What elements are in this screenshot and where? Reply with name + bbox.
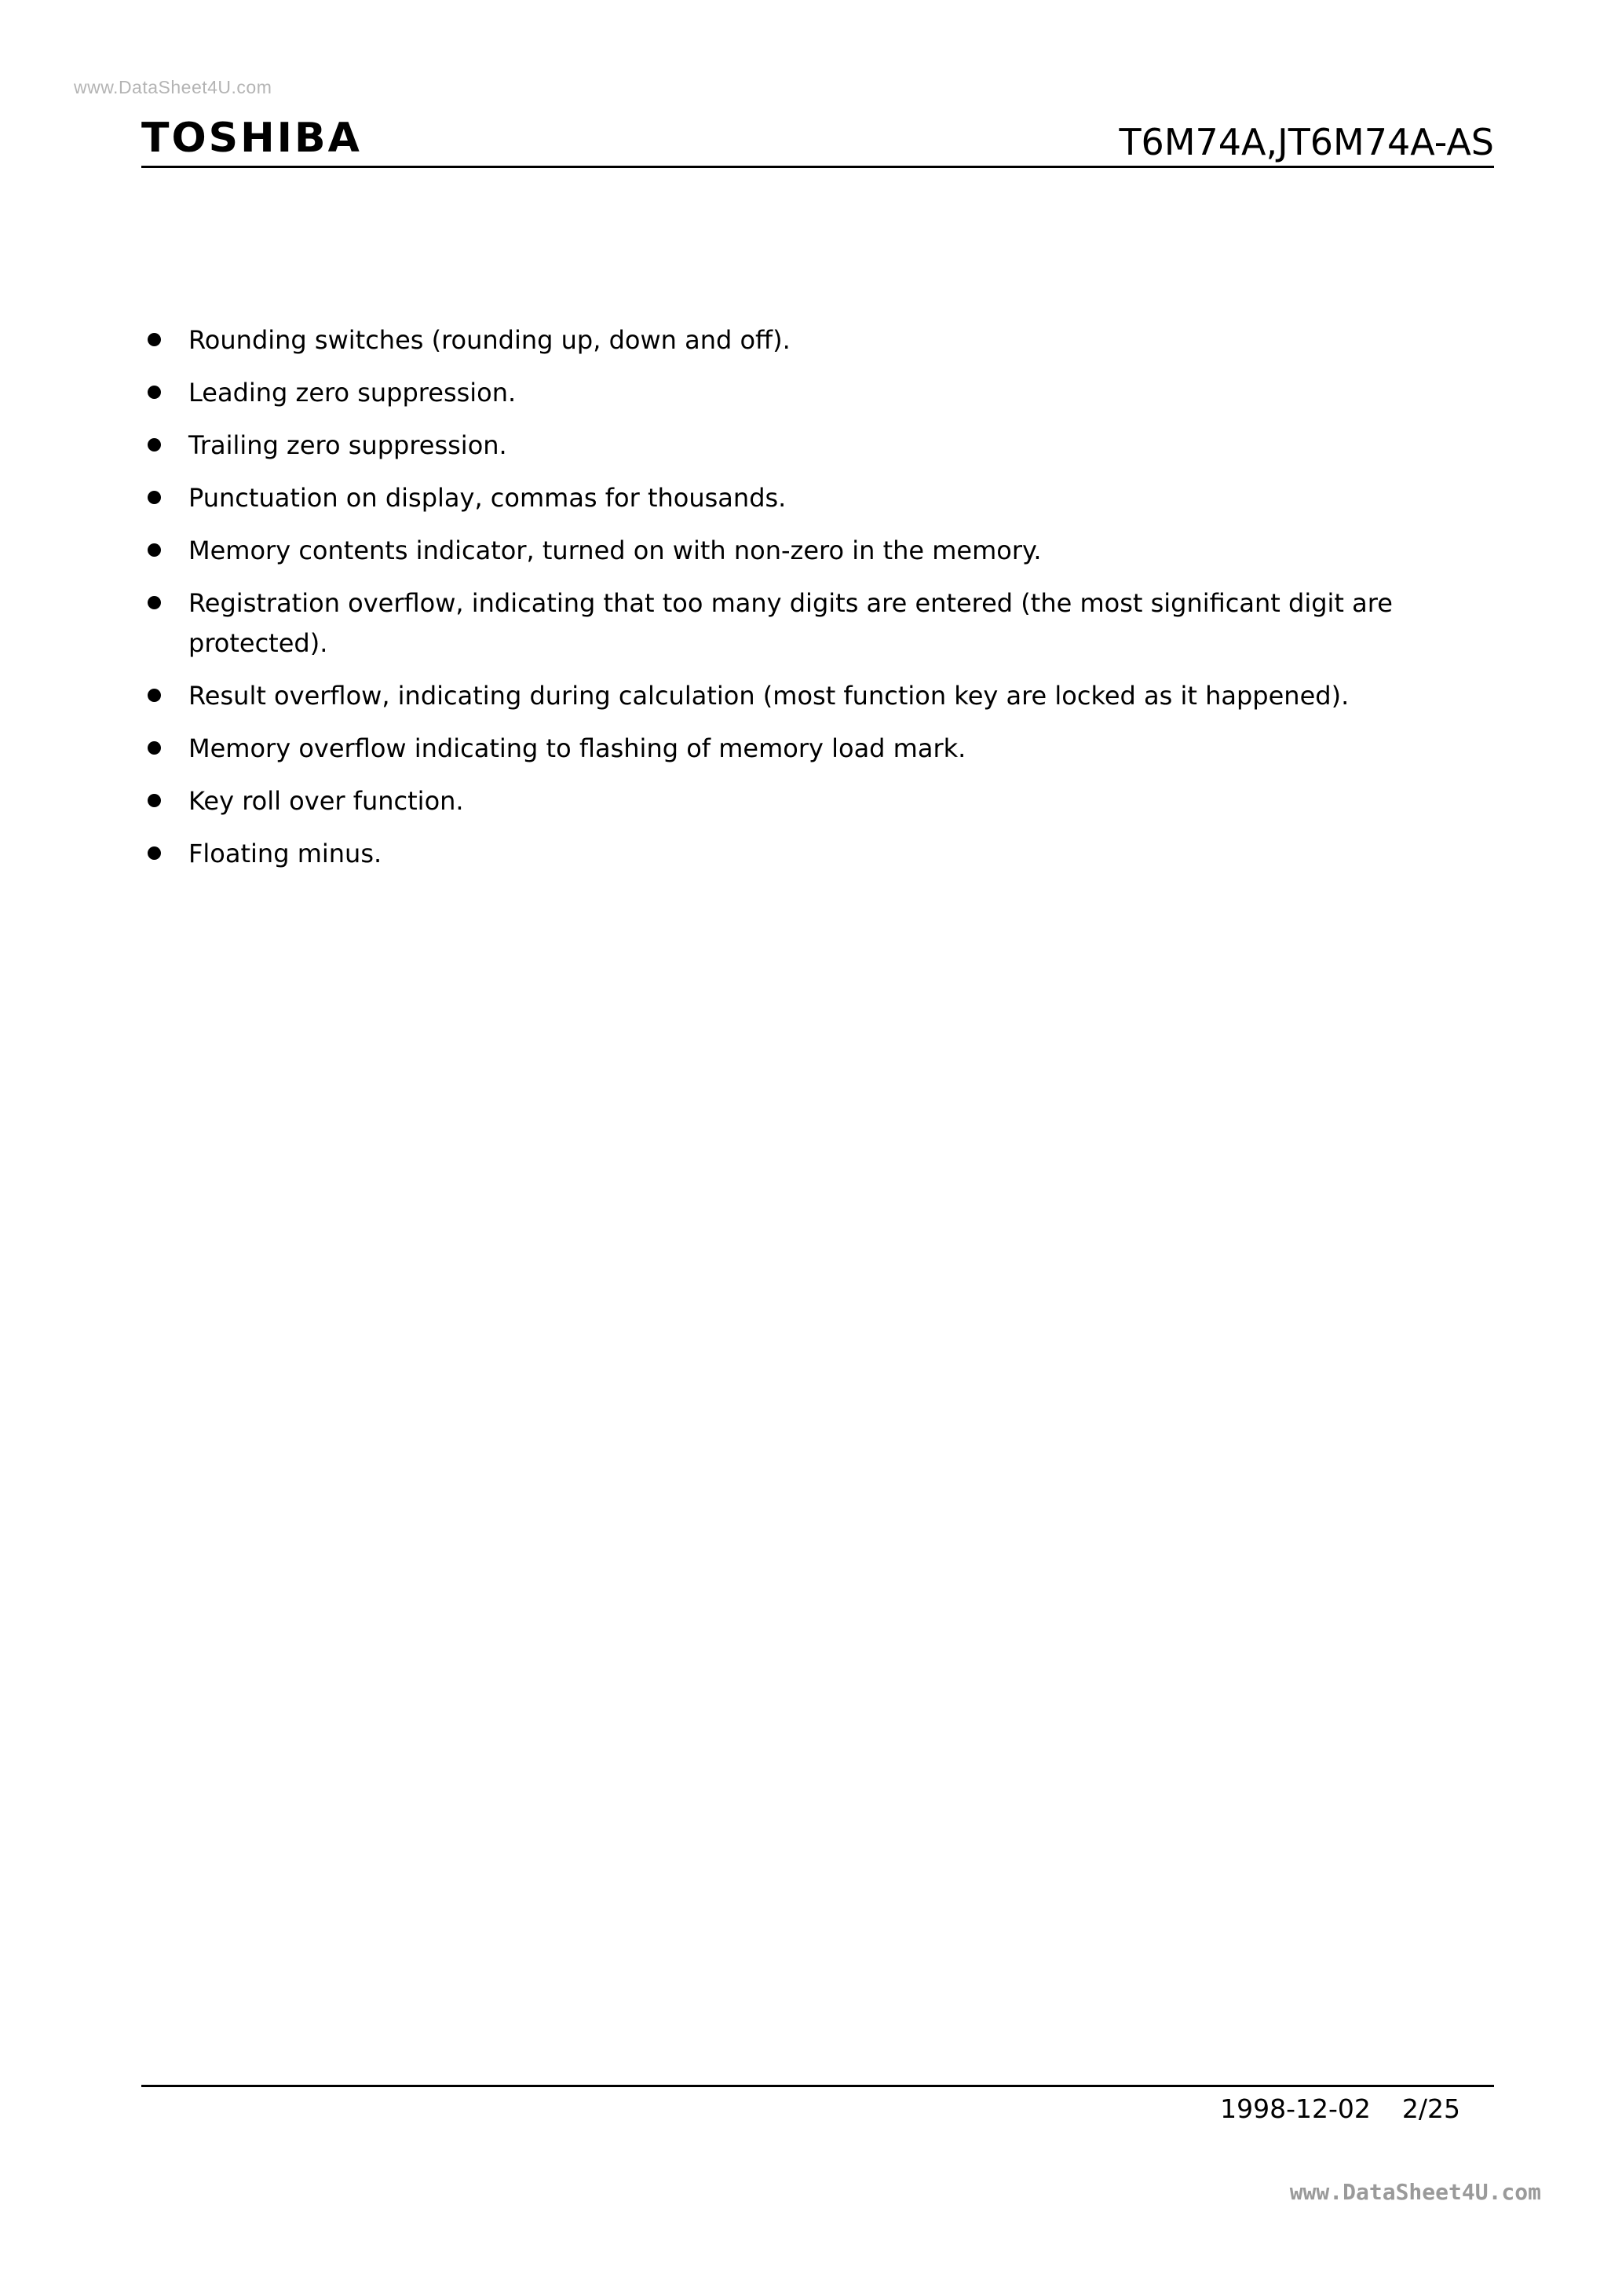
feature-list <box>141 320 1437 887</box>
bullet-icon <box>148 543 161 557</box>
watermark-bottom: www.DataSheet4U.com <box>1289 2179 1541 2205</box>
bullet-icon <box>148 846 161 860</box>
list-item <box>141 676 1437 716</box>
bullet-icon <box>148 689 161 702</box>
feature-text: Leading zero suppression. <box>188 378 517 408</box>
feature-text: Key roll over function. <box>188 786 464 816</box>
footer-divider <box>141 2085 1494 2087</box>
bullet-icon <box>148 386 161 399</box>
bullet-icon <box>148 794 161 807</box>
footer-date: 1998-12-02 <box>1220 2093 1371 2124</box>
list-item <box>141 373 1437 413</box>
feature-text: Floating minus. <box>188 839 382 868</box>
list-item <box>141 729 1437 769</box>
part-number: T6M74A,JT6M74A-AS <box>1119 121 1494 163</box>
feature-text: Registration overflow, indicating that too many digits are entered (the most significant digit are protected). <box>188 588 1393 658</box>
feature-text: Memory contents indicator, turned on with non-zero in the memory. <box>188 536 1042 565</box>
list-item <box>141 478 1437 518</box>
list-item <box>141 531 1437 571</box>
bullet-icon <box>148 491 161 504</box>
header-divider <box>141 166 1494 168</box>
feature-text: Result overflow, indicating during calculation (most function key are locked as it happened). <box>188 681 1350 711</box>
feature-text: Punctuation on display, commas for thousands. <box>188 483 787 513</box>
list-item <box>141 834 1437 874</box>
brand-logo: TOSHIBA <box>141 115 362 162</box>
feature-text: Rounding switches (rounding up, down and off). <box>188 325 791 355</box>
bullet-icon <box>148 741 161 755</box>
feature-text: Trailing zero suppression. <box>188 430 507 460</box>
list-item <box>141 781 1437 821</box>
bullet-icon <box>148 333 161 346</box>
page-number: 2/25 <box>1401 2093 1460 2124</box>
footer <box>1220 2092 1460 2126</box>
bullet-icon <box>148 438 161 452</box>
list-item <box>141 320 1437 360</box>
watermark-top: www.DataSheet4U.com <box>74 77 272 97</box>
list-item <box>141 583 1437 664</box>
bullet-icon <box>148 596 161 609</box>
list-item <box>141 426 1437 466</box>
feature-text: Memory overflow indicating to flashing of memory load mark. <box>188 733 966 763</box>
